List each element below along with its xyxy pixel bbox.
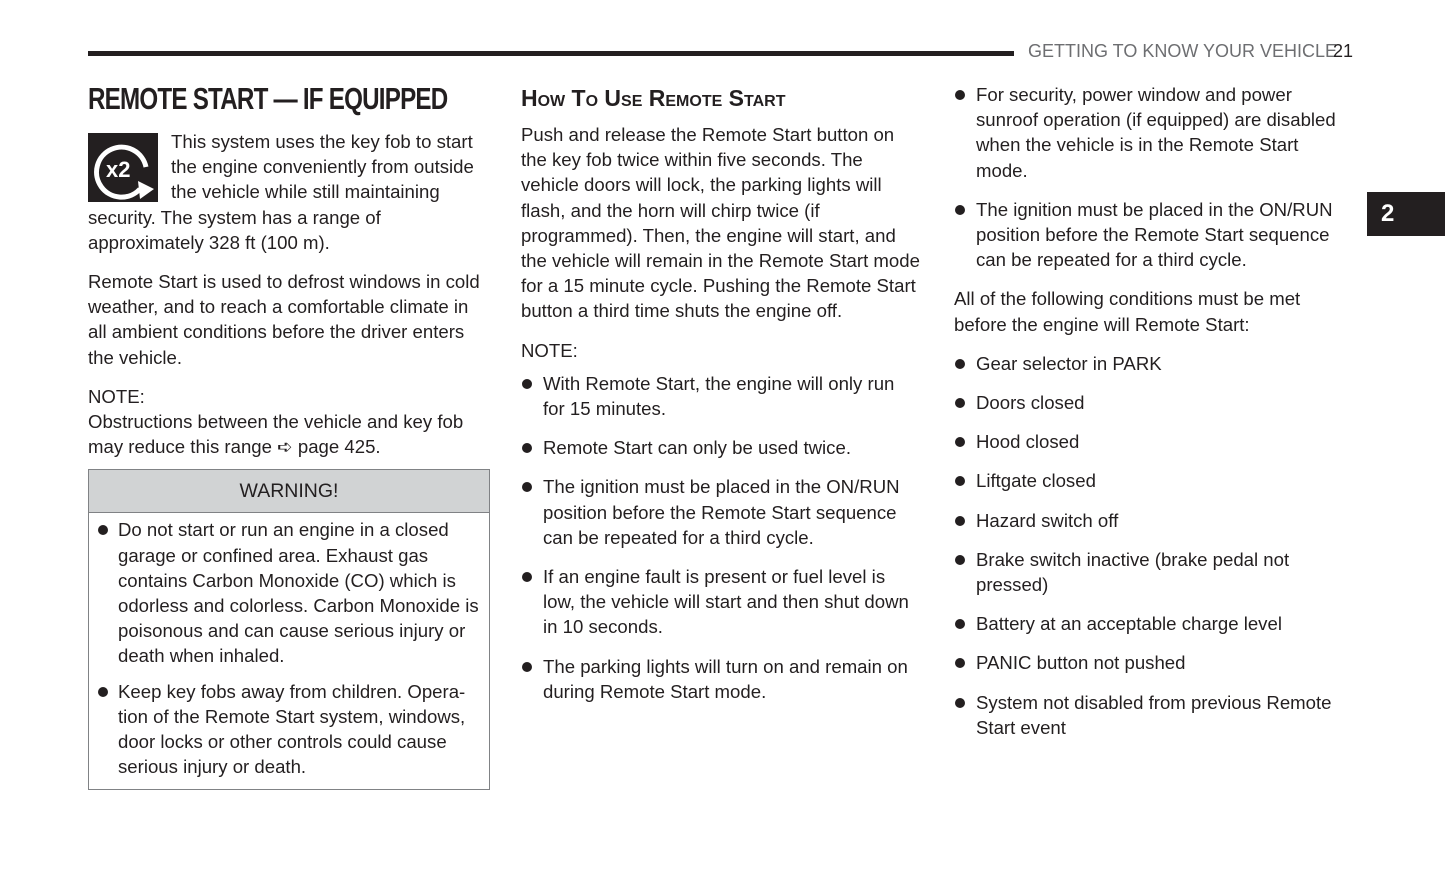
- note-item: For security, power window and power sunroof operation (if equipped) are disabled when the vehicle is in the Remote Start mode.: [954, 82, 1354, 183]
- note-item: The parking lights will turn on and remain on during Remote Start mode.: [521, 654, 921, 704]
- warning-item: Keep key fobs away from children. Opera-tion of the Remote Start system, windows, door locks or other controls could cause serious injury or death.: [97, 679, 481, 780]
- note-item: Remote Start can only be used twice.: [521, 435, 921, 460]
- page-number: 21: [1333, 41, 1354, 61]
- warning-box: [88, 469, 490, 790]
- icon-label: x2: [106, 157, 131, 182]
- note-item: With Remote Start, the engine will only run for 15 minutes.: [521, 371, 921, 421]
- column-3: [954, 82, 1354, 754]
- warning-title: WARNING!: [89, 470, 489, 513]
- condition-item: Brake switch inactive (brake pedal not pressed): [954, 547, 1354, 597]
- chapter-tab: 2: [1367, 192, 1445, 236]
- purpose-text: Remote Start is used to defrost windows in cold weather, and to reach a comfortable climate in all ambient conditions before the driver enters the vehicle.: [88, 271, 480, 368]
- column-1: [88, 129, 490, 790]
- warning-item: Do not start or run an engine in a closed garage or confined area. Exhaust gas contains Carbon Monoxide (CO) which is odorless and colorless. Carbon Monoxide is poisonous and can cause serious injury or death when inhaled.: [97, 517, 481, 668]
- header-rule: [88, 51, 1014, 56]
- running-title: GETTING TO KNOW YOUR VEHICLE: [1028, 41, 1338, 61]
- condition-item: Hood closed: [954, 429, 1354, 454]
- note-label: NOTE:: [88, 385, 145, 407]
- condition-item: System not disabled from previous Remote Start event: [954, 690, 1354, 740]
- condition-item: Battery at an acceptable charge level: [954, 611, 1354, 636]
- note-item: If an engine fault is present or fuel level is low, the vehicle will start and then shut down in 10 seconds.: [521, 564, 921, 640]
- subsection-title: How To Use Remote Start: [521, 85, 786, 111]
- condition-item: Doors closed: [954, 390, 1354, 415]
- note-item: The ignition must be placed in the ON/RUN position before the Remote Start sequence can be repeated for a third cycle.: [521, 474, 921, 550]
- conditions-intro: All of the following conditions must be met before the engine will Remote Start:: [954, 288, 1301, 335]
- column-2: [521, 84, 921, 718]
- note-text: Obstructions between the vehicle and key fob may reduce this range ➪ page 425.: [88, 411, 464, 458]
- note-label: NOTE:: [521, 339, 578, 361]
- note-item: The ignition must be placed in the ON/RUN position before the Remote Start sequence can be repeated for a third cycle.: [954, 197, 1354, 273]
- condition-item: Liftgate closed: [954, 468, 1354, 493]
- condition-item: PANIC button not pushed: [954, 650, 1354, 675]
- remote-start-icon: [88, 133, 158, 202]
- condition-item: Hazard switch off: [954, 508, 1354, 533]
- intro-text: This system uses the key fob to start the engine conveniently from outside the vehicle while still maintaining security. The system has a range of approximately 328 ft (100 m).: [88, 131, 474, 253]
- condition-item: Gear selector in PARK: [954, 351, 1354, 376]
- usage-text: Push and release the Remote Start button on the key fob twice within five seconds. The vehicle doors will lock, the parking lights will flash, and the horn will chirp twice (if programmed). Then, the engine will start, and the vehicle will remain in the Remote Start mode for a 15 minute cycle. Pushing the Remote Start button a third time shuts the engine off.: [521, 124, 920, 322]
- section-title: REMOTE START — IF EQUIPPED: [88, 81, 448, 116]
